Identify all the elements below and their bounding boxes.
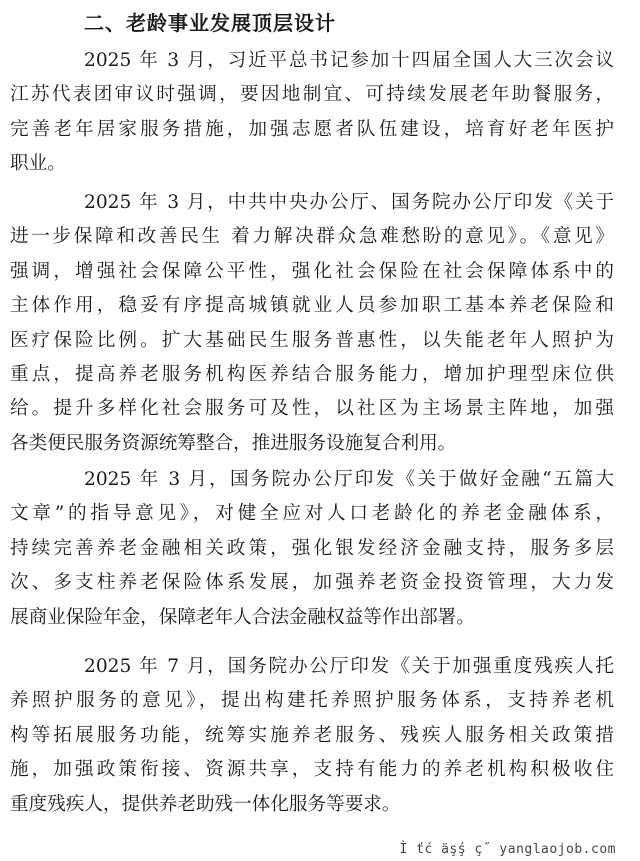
paragraph-line: 持续完善养老金融相关政策，强化银发经济金融支持，服务多层	[10, 537, 614, 559]
paragraph-2	[10, 186, 614, 461]
paragraph-line: 给。提升多样化社会服务可及性，以社区为主场景主阵地，加强	[10, 398, 614, 420]
paragraph-line: 主体作用，稳妥有序提高城镇就业人员参加职工基本养老保险和	[10, 295, 614, 317]
paragraph-line: 文章”的指导意见》，对健全应对人口老龄化的养老金融体系，	[10, 503, 614, 525]
paragraph-line: 养照护服务的意见》，提出构建托养照护服务体系，支持养老机	[10, 690, 614, 712]
paragraph-line: 2025 年 3 月，习近平总书记参加十四届全国人大三次会议	[84, 50, 614, 71]
section-heading: 二、老龄事业发展顶层设计	[84, 11, 336, 35]
paragraph-line: 重度残疾人，提供养老助残一体化服务等要求。	[10, 793, 401, 815]
source-watermark: Ì ťć äşş́ ç˝ yanglaojob.com	[399, 842, 616, 857]
paragraph-line: 职业。	[10, 153, 66, 175]
paragraph-line: 施，加强政策衔接、资源共享，支持有能力的养老机构积极收住	[10, 759, 614, 781]
paragraph-line: 完善老年居家服务措施，加强志愿者队伍建设，培育好老年医护	[10, 118, 614, 140]
paragraph-line: 强调，增强社会保障公平性，强化社会保险在社会保障体系中的	[10, 260, 614, 282]
paragraph-line: 构等拓展服务功能，统筹实施养老服务、残疾人服务相关政策措	[10, 724, 614, 746]
paragraph-line: 各类便民服务资源统筹整合，推进服务设施复合利用。	[10, 432, 457, 454]
paragraph-line: 医疗保险比例。扩大基础民生服务普惠性，以失能老年人照护为	[10, 329, 614, 351]
paragraph-line: 重点，提高养老服务机构医养结合服务能力，增加护理型床位供	[10, 364, 614, 386]
paragraph-line: 2025 年 3 月，中共中央办公厅、国务院办公厅印发《关于	[84, 192, 614, 213]
paragraph-4	[10, 650, 614, 822]
paragraph-line: 次、多支柱养老保险体系发展，加强养老资金投资管理，大力发	[10, 572, 614, 594]
paragraph-line: 2025 年 3 月，国务院办公厅印发《关于做好金融“五篇大	[84, 469, 614, 490]
paragraph-line: 进一步保障和改善民生 着力解决群众急难愁盼的意见》。《意见》	[10, 226, 614, 248]
paragraph-3	[10, 463, 614, 635]
paragraph-line: 展商业保险年金，保障老年人合法金融权益等作出部署。	[10, 606, 475, 628]
paragraph-line: 江苏代表团审议时强调，要因地制宜、可持续发展老年助餐服务，	[10, 84, 614, 106]
paragraph-1	[10, 44, 614, 182]
paragraph-line: 2025 年 7 月，国务院办公厅印发《关于加强重度残疾人托	[84, 656, 614, 677]
